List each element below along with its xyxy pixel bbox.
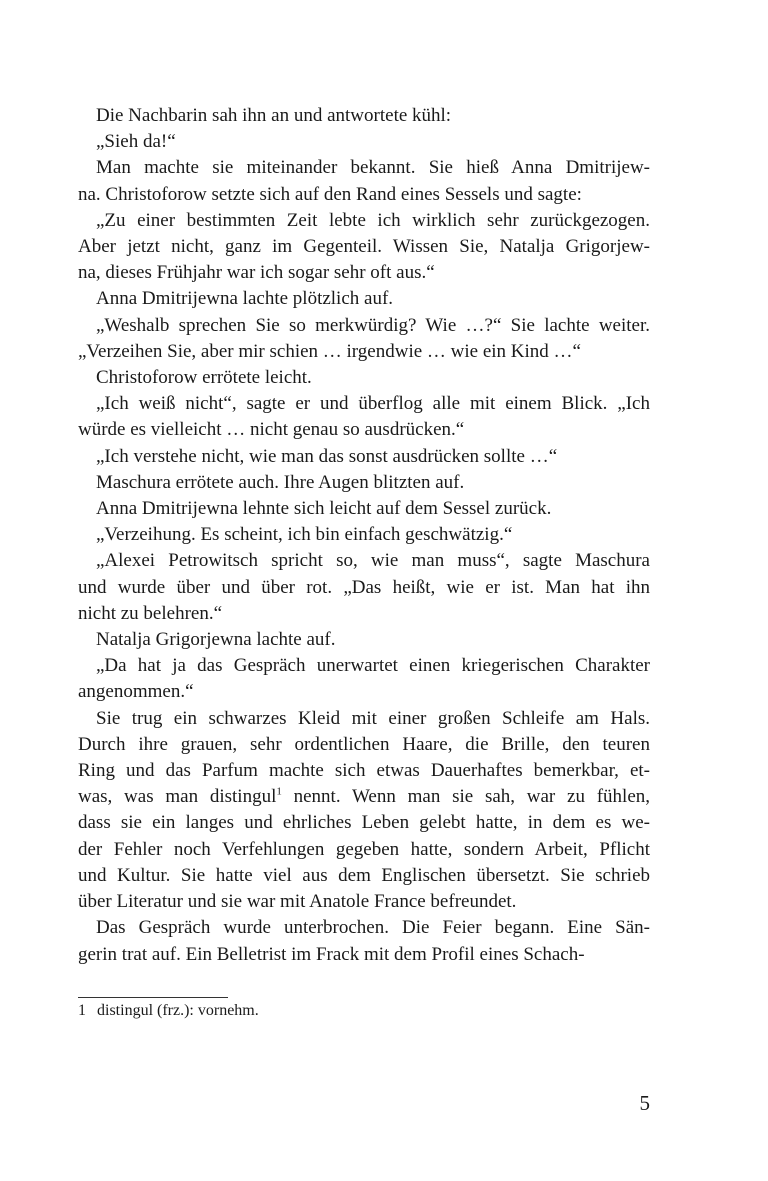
text-line: „Verzeihung. Es scheint, ich bin einfach geschwätzig.“	[96, 524, 513, 546]
paragraph-2-line-0	[78, 155, 650, 181]
text-line: Maschura errötete auch. Ihre Augen blitzten auf.	[96, 471, 465, 493]
text-line: und Kultur. Sie hatte viel aus dem Englischen übersetzt. Sie schrieb	[78, 864, 650, 886]
paragraph-15-line-1	[78, 732, 650, 758]
text-line: Ring und das Parfum machte sich etwas Dauerhaftes bemerkbar, et-	[78, 760, 650, 782]
body-text	[78, 103, 650, 968]
text-line: der Fehler noch Verfehlungen gegeben hatte, sondern Arbeit, Pflicht	[78, 838, 650, 860]
footnote-divider	[78, 997, 228, 998]
page-number: 5	[639, 1091, 650, 1115]
text-line: Natalja Grigorjewna lachte auf.	[96, 629, 336, 651]
text-line: Christoforow errötete leicht.	[96, 367, 312, 389]
paragraph-12-line-0	[78, 548, 650, 574]
paragraph-13-line-0	[78, 627, 650, 653]
paragraph-15-line-5	[78, 837, 650, 863]
text-line: würde es vielleicht … nicht genau so ausdrücken.“	[78, 419, 465, 441]
text-line: Durch ihre grauen, sehr ordentlichen Haare, die Brille, den teuren	[78, 733, 650, 755]
paragraph-16-line-1	[78, 942, 650, 968]
footnote	[78, 1000, 259, 1022]
text-line: „Weshalb sprechen Sie so merkwürdig? Wie …?“ Sie lachte weiter.	[96, 314, 650, 336]
text-line: Anna Dmitrijewna lehnte sich leicht auf dem Sessel zurück.	[96, 498, 552, 520]
paragraph-15-line-2	[78, 758, 650, 784]
paragraph-9-line-0	[78, 470, 650, 496]
paragraph-16-line-0	[78, 915, 650, 941]
footnote-reference[interactable]: 1	[276, 785, 282, 798]
text-line: nicht zu belehren.“	[78, 602, 223, 624]
paragraph-0-line-0	[78, 103, 650, 129]
paragraph-6-line-0	[78, 365, 650, 391]
paragraph-4-line-0	[78, 286, 650, 312]
paragraph-10-line-0	[78, 496, 650, 522]
text-line: über Literatur und sie war mit Anatole France befreundet.	[78, 891, 517, 913]
footnote-number: 1	[78, 1002, 86, 1019]
paragraph-12-line-1	[78, 575, 650, 601]
text-line: „Zu einer bestimmten Zeit lebte ich wirklich sehr zurückgezogen.	[96, 209, 650, 231]
paragraph-15-line-6	[78, 863, 650, 889]
paragraph-15-line-7	[78, 889, 650, 915]
text-line: „Da hat ja das Gespräch unerwartet einen kriegerischen Charakter	[96, 655, 650, 677]
paragraph-15-line-4	[78, 810, 650, 836]
text-line: Anna Dmitrijewna lachte plötzlich auf.	[96, 288, 394, 310]
paragraph-14-line-0	[78, 653, 650, 679]
text-line: „Ich weiß nicht“, sagte er und überflog alle mit einem Blick. „Ich	[96, 393, 650, 415]
text-line: was, was man distingul	[78, 786, 277, 808]
paragraph-2-line-1	[78, 182, 650, 208]
text-line-tail: nennt. Wenn man sie sah, war zu fühlen,	[281, 786, 651, 808]
text-line: „Ich verstehe nicht, wie man das sonst ausdrücken sollte …“	[96, 445, 558, 467]
text-line: „Sieh da!“	[96, 131, 176, 153]
text-line: Sie trug ein schwarzes Kleid mit einer großen Schleife am Hals.	[96, 707, 650, 729]
paragraph-3-line-1	[78, 234, 650, 260]
paragraph-5-line-1	[78, 339, 650, 365]
text-line: Die Nachbarin sah ihn an und antwortete kühl:	[96, 105, 452, 126]
paragraph-12-line-2	[78, 601, 650, 627]
paragraph-1-line-0	[78, 129, 650, 155]
paragraph-7-line-1	[78, 417, 650, 443]
paragraph-15-line-3	[78, 784, 650, 810]
text-line: gerin trat auf. Ein Belletrist im Frack mit dem Profil eines Schach-	[78, 943, 585, 965]
text-line: na, dieses Frühjahr war ich sogar sehr oft aus.“	[78, 262, 435, 284]
paragraph-11-line-0	[78, 522, 650, 548]
paragraph-7-line-0	[78, 391, 650, 417]
text-line: Man machte sie miteinander bekannt. Sie hieß Anna Dmitrijew-	[96, 157, 650, 179]
text-line: „Alexei Petrowitsch spricht so, wie man muss“, sagte Maschura	[96, 550, 650, 572]
text-line: angenommen.“	[78, 681, 194, 703]
text-line: na. Christoforow setzte sich auf den Rand eines Sessels und sagte:	[78, 183, 582, 205]
text-line: Das Gespräch wurde unterbrochen. Die Feier begann. Eine Sän-	[96, 917, 650, 939]
text-line: dass sie ein langes und ehrliches Leben gelebt hatte, in dem es we-	[78, 812, 650, 834]
paragraph-3-line-2	[78, 260, 650, 286]
text-line: „Verzeihen Sie, aber mir schien … irgendwie … wie ein Kind …“	[78, 340, 581, 362]
paragraph-8-line-0	[78, 444, 650, 470]
paragraph-5-line-0	[78, 313, 650, 339]
footnote-text: distingul (frz.): vornehm.	[97, 1002, 259, 1019]
paragraph-3-line-0	[78, 208, 650, 234]
text-line: Aber jetzt nicht, ganz im Gegenteil. Wissen Sie, Natalja Grigorjew-	[78, 236, 650, 258]
paragraph-14-line-1	[78, 679, 650, 705]
paragraph-15-line-0	[78, 706, 650, 732]
text-line: und wurde über und über rot. „Das heißt, wie er ist. Man hat ihn	[78, 576, 650, 598]
